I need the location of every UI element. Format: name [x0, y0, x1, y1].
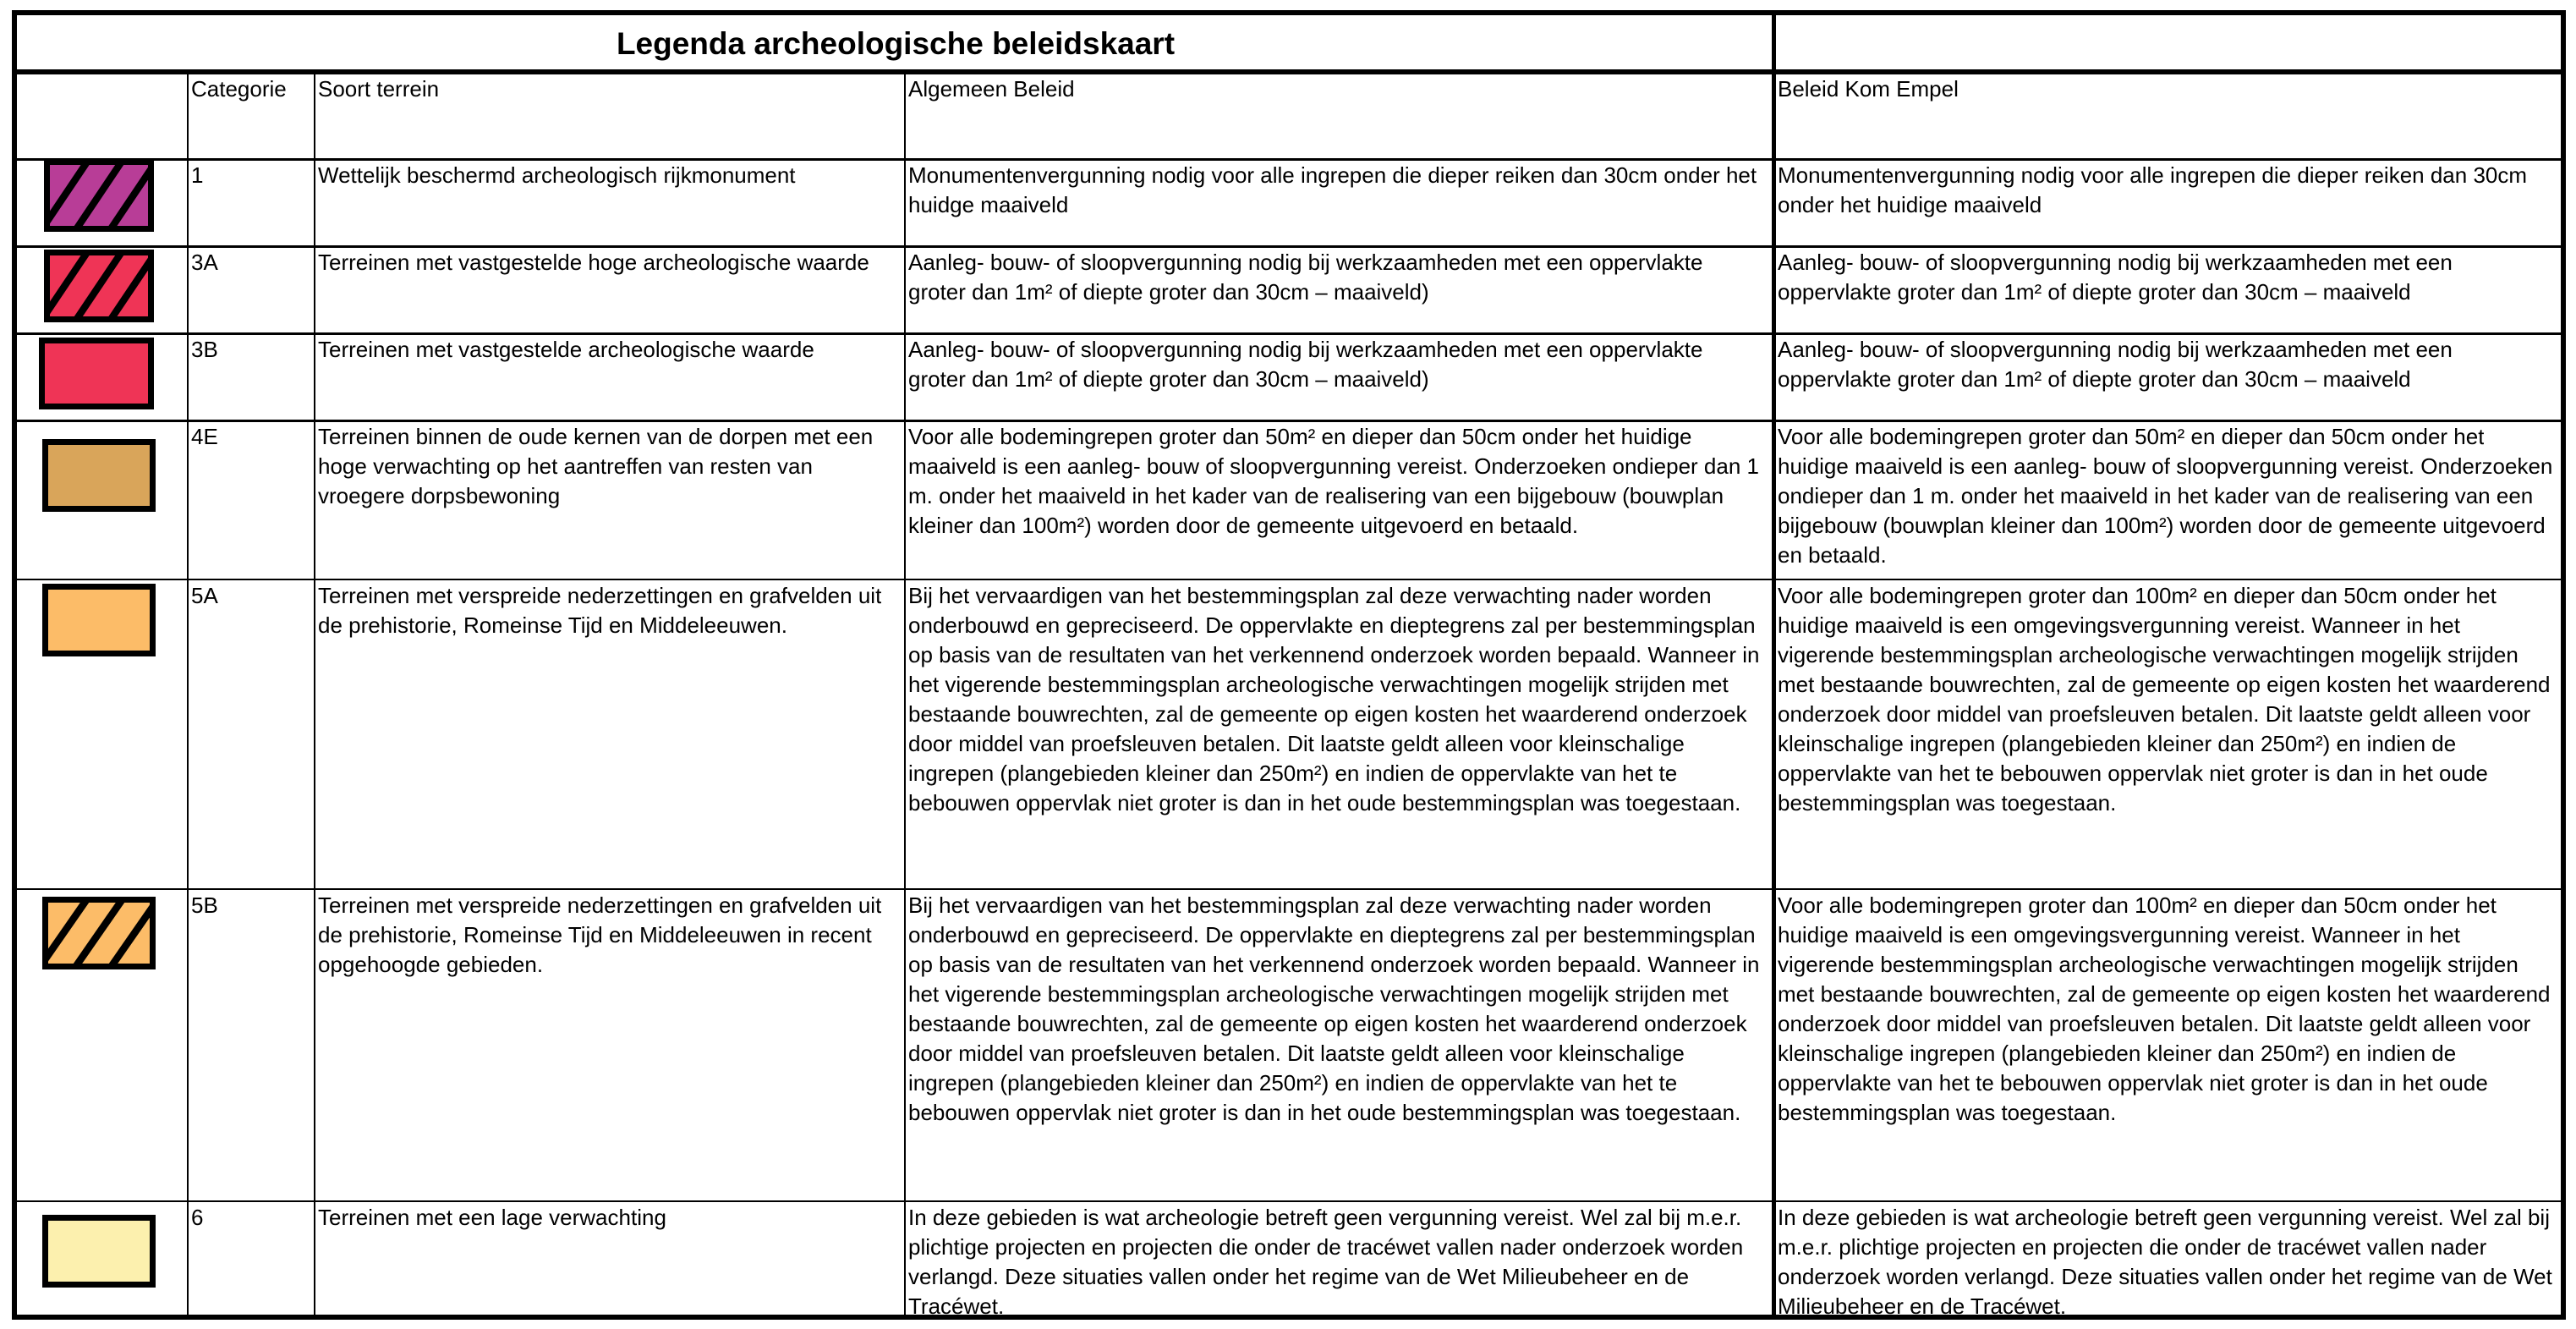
- kom-text-line: Voor alle bodemingrepen groter dan 50m² en dieper dan 50cm onder het: [1778, 424, 2485, 449]
- kom-text-line: Voor alle bodemingrepen groter dan 100m² en dieper dan 50cm onder het: [1778, 892, 2497, 918]
- algemeen-text-line: bebouwen oppervlak niet groter is dan in het oude bestemmingsplan was toegestaan.: [908, 790, 1741, 816]
- kom-text-line: ondieper dan 1 m. onder het maaiveld in het kader van de realisering van een: [1778, 483, 2534, 508]
- kom-text-line: kleinschalige ingrepen (plangebieden kleiner dan 250m²) en indien de: [1778, 731, 2457, 756]
- soort-text-line: de prehistorie, Romeinse Tijd en Middeleeuwen.: [318, 612, 787, 638]
- algemeen-text-line: maaiveld is een aanleg- bouw of sloopvergunning vereist. Onderzoeken ondieper dan 1: [908, 453, 1759, 479]
- kom-text-line: Monumentenvergunning nodig voor alle ingrepen die dieper reiken dan 30cm: [1778, 162, 2528, 188]
- soort-text-line: de prehistorie, Romeinse Tijd en Middeleeuwen in recent: [318, 922, 872, 947]
- kom-text-line: oppervlakte van het te bebouwen oppervlak niet groter is dan in het oude: [1778, 761, 2488, 786]
- kom-text-line: bijgebouw (bouwplan kleiner dan 100m²) worden door de gemeente uitgevoerd: [1778, 513, 2546, 538]
- algemeen-text-line: Monumentenvergunning nodig voor alle ingrepen die dieper reiken dan 30cm onder het: [908, 162, 1757, 188]
- soort-text-line: Terreinen met vastgestelde hoge archeologische waarde: [318, 250, 869, 275]
- algemeen-text-line: onderbouwd en gepreciseerd. De oppervlakte en dieptegrens zal per bestemmingsplan: [908, 922, 1756, 947]
- kom-text-line: met bestaande bouwrechten, zal de gemeente op eigen kosten het waarderend: [1778, 981, 2551, 1007]
- algemeen-text-line: Aanleg- bouw- of sloopvergunning nodig bij werkzaamheden met een oppervlakte: [908, 337, 1703, 362]
- kom-text-line: In deze gebieden is wat archeologie betreft geen vergunning vereist. Wel zal bij: [1778, 1205, 2550, 1230]
- kom-text-line: oppervlakte groter dan 1m² of diepte groter dan 30cm – maaiveld: [1778, 366, 2411, 392]
- kom-text-line: onderzoek door middel van proefsleuven betalen. Dit laatste geldt alleen voor: [1778, 701, 2531, 727]
- category-code: 1: [191, 162, 204, 188]
- kom-text-line: onderzoek door middel van proefsleuven betalen. Dit laatste geldt alleen voor: [1778, 1011, 2531, 1036]
- column-divider: [187, 73, 189, 1315]
- row-divider: [17, 888, 2561, 890]
- kom-text-line: bestemmingsplan was toegestaan.: [1778, 1100, 2117, 1125]
- soort-text-line: Terreinen met vastgestelde archeologische waarde: [318, 337, 814, 362]
- kom-text-line: Milieubeheer en de Tracéwet.: [1778, 1293, 2067, 1319]
- header-kom: Beleid Kom Empel: [1778, 76, 1959, 102]
- soort-text-line: Terreinen met een lage verwachting: [318, 1205, 666, 1230]
- kom-text-line: en betaald.: [1778, 542, 1887, 568]
- kom-text-line: met bestaande bouwrechten, zal de gemeente op eigen kosten het waarderend: [1778, 672, 2551, 697]
- soort-text-line: Wettelijk beschermd archeologisch rijkmonument: [318, 162, 796, 188]
- category-code: 5B: [191, 892, 218, 918]
- category-code: 5A: [191, 583, 218, 608]
- kom-text-line: bestemmingsplan was toegestaan.: [1778, 790, 2117, 816]
- algemeen-text-line: kleiner dan 100m²) worden door de gemeente uitgevoerd en betaald.: [908, 513, 1579, 538]
- algemeen-text-line: Voor alle bodemingrepen groter dan 50m² en dieper dan 50cm onder het huidige: [908, 424, 1692, 449]
- algemeen-text-line: huidge maaiveld: [908, 192, 1069, 217]
- algemeen-text-line: groter dan 1m² of diepte groter dan 30cm – maaiveld): [908, 366, 1429, 392]
- category-code: 6: [191, 1205, 204, 1230]
- soort-text-line: Terreinen met verspreide nederzettingen en grafvelden uit: [318, 583, 882, 608]
- algemeen-text-line: Bij het vervaardigen van het bestemmingsplan zal deze verwachting nader worden: [908, 892, 1712, 918]
- algemeen-text-line: door middel van proefsleuven betalen. Dit laatste geldt alleen voor kleinschalige: [908, 731, 1685, 756]
- column-divider: [314, 73, 315, 1315]
- column-divider: [1772, 15, 1776, 1315]
- algemeen-text-line: op basis van de resultaten van het verkennend onderzoek worden bepaald. Wanneer in: [908, 642, 1760, 667]
- category-6-swatch: [42, 1215, 156, 1288]
- algemeen-text-line: het vigerende bestemmingsplan archeologische verwachtingen mogelijk strijden met: [908, 672, 1729, 697]
- kom-text-line: m.e.r. plichtige projecten en projecten die onder de tracéwet vallen nader: [1778, 1234, 2487, 1260]
- algemeen-text-line: Aanleg- bouw- of sloopvergunning nodig bij werkzaamheden met een oppervlakte: [908, 250, 1703, 275]
- kom-text-line: oppervlakte groter dan 1m² of diepte groter dan 30cm – maaiveld: [1778, 279, 2411, 305]
- category-1-swatch: [44, 159, 154, 232]
- category-4e-swatch: [42, 439, 156, 512]
- soort-text-line: Terreinen met verspreide nederzettingen en grafvelden uit: [318, 892, 882, 918]
- legend-table: [12, 10, 2566, 1320]
- algemeen-text-line: onderbouwd en gepreciseerd. De oppervlakte en dieptegrens zal per bestemmingsplan: [908, 612, 1756, 638]
- soort-text-line: Terreinen binnen de oude kernen van de dorpen met een: [318, 424, 874, 449]
- category-3b-swatch: [39, 338, 154, 409]
- row-divider: [17, 1200, 2561, 1202]
- algemeen-text-line: ingrepen (plangebieden kleiner dan 250m²) en indien de oppervlakte van het te: [908, 1070, 1678, 1096]
- kom-text-line: Voor alle bodemingrepen groter dan 100m² en dieper dan 50cm onder het: [1778, 583, 2497, 608]
- category-code: 3B: [191, 337, 218, 362]
- header-categorie: Categorie: [191, 76, 287, 102]
- column-divider: [904, 73, 906, 1315]
- algemeen-text-line: verlangd. Deze situaties vallen onder het regime van de Wet Milieubeheer en de: [908, 1264, 1690, 1289]
- header-soort: Soort terrein: [318, 76, 440, 102]
- kom-text-line: onder het huidige maaiveld: [1778, 192, 2042, 217]
- kom-text-line: vigerende bestemmingsplan archeologische verwachtingen mogelijk strijden: [1778, 952, 2518, 977]
- algemeen-text-line: ingrepen (plangebieden kleiner dan 250m²) en indien de oppervlakte van het te: [908, 761, 1678, 786]
- header-algemeen: Algemeen Beleid: [908, 76, 1075, 102]
- soort-text-line: vroegere dorpsbewoning: [318, 483, 561, 508]
- kom-text-line: Aanleg- bouw- of sloopvergunning nodig bij werkzaamheden met een: [1778, 250, 2453, 275]
- legend-title: Legenda archeologische beleidskaart: [616, 26, 1176, 61]
- kom-text-line: oppervlakte van het te bebouwen oppervlak niet groter is dan in het oude: [1778, 1070, 2488, 1096]
- algemeen-text-line: door middel van proefsleuven betalen. Dit laatste geldt alleen voor kleinschalige: [908, 1041, 1685, 1066]
- kom-text-line: huidige maaiveld is een omgevingsvergunning vereist. Wanneer in het: [1778, 922, 2460, 947]
- hatch-pattern: [48, 903, 150, 964]
- kom-text-line: kleinschalige ingrepen (plangebieden kleiner dan 250m²) en indien de: [1778, 1041, 2457, 1066]
- kom-text-line: huidige maaiveld is een omgevingsvergunning vereist. Wanneer in het: [1778, 612, 2460, 638]
- kom-text-line: Aanleg- bouw- of sloopvergunning nodig bij werkzaamheden met een: [1778, 337, 2453, 362]
- category-code: 3A: [191, 250, 218, 275]
- algemeen-text-line: Tracéwet.: [908, 1293, 1005, 1319]
- hatch-pattern: [50, 165, 148, 226]
- algemeen-text-line: groter dan 1m² of diepte groter dan 30cm – maaiveld): [908, 279, 1429, 305]
- category-5b-swatch: [42, 897, 156, 969]
- algemeen-text-line: op basis van de resultaten van het verkennend onderzoek worden bepaald. Wanneer in: [908, 952, 1760, 977]
- category-code: 4E: [191, 424, 218, 449]
- algemeen-text-line: bebouwen oppervlak niet groter is dan in het oude bestemmingsplan was toegestaan.: [908, 1100, 1741, 1125]
- hatch-pattern: [50, 255, 148, 316]
- algemeen-text-line: In deze gebieden is wat archeologie betreft geen vergunning vereist. Wel zal bij m.e.r.: [908, 1205, 1742, 1230]
- algemeen-text-line: bestaande bouwrechten, zal de gemeente op eigen kosten het waarderend onderzoek: [908, 701, 1747, 727]
- algemeen-text-line: plichtige projecten en projecten die onder de tracéwet vallen nader onderzoek worden: [908, 1234, 1744, 1260]
- kom-text-line: onderzoek worden verlangd. Deze situaties vallen onder het regime van de Wet: [1778, 1264, 2552, 1289]
- category-3a-swatch: [44, 250, 154, 322]
- category-5a-swatch: [42, 584, 156, 656]
- soort-text-line: hoge verwachting op het aantreffen van resten van: [318, 453, 813, 479]
- soort-text-line: opgehoogde gebieden.: [318, 952, 544, 977]
- kom-text-line: huidige maaiveld is een aanleg- bouw of sloopvergunning vereist. Onderzoeken: [1778, 453, 2553, 479]
- algemeen-text-line: Bij het vervaardigen van het bestemmingsplan zal deze verwachting nader worden: [908, 583, 1712, 608]
- algemeen-text-line: bestaande bouwrechten, zal de gemeente op eigen kosten het waarderend onderzoek: [908, 1011, 1747, 1036]
- kom-text-line: vigerende bestemmingsplan archeologische verwachtingen mogelijk strijden: [1778, 642, 2518, 667]
- algemeen-text-line: het vigerende bestemmingsplan archeologische verwachtingen mogelijk strijden met: [908, 981, 1729, 1007]
- algemeen-text-line: m. onder het maaiveld in het kader van de realisering van een bijgebouw (bouwplan: [908, 483, 1724, 508]
- row-divider: [17, 579, 2561, 580]
